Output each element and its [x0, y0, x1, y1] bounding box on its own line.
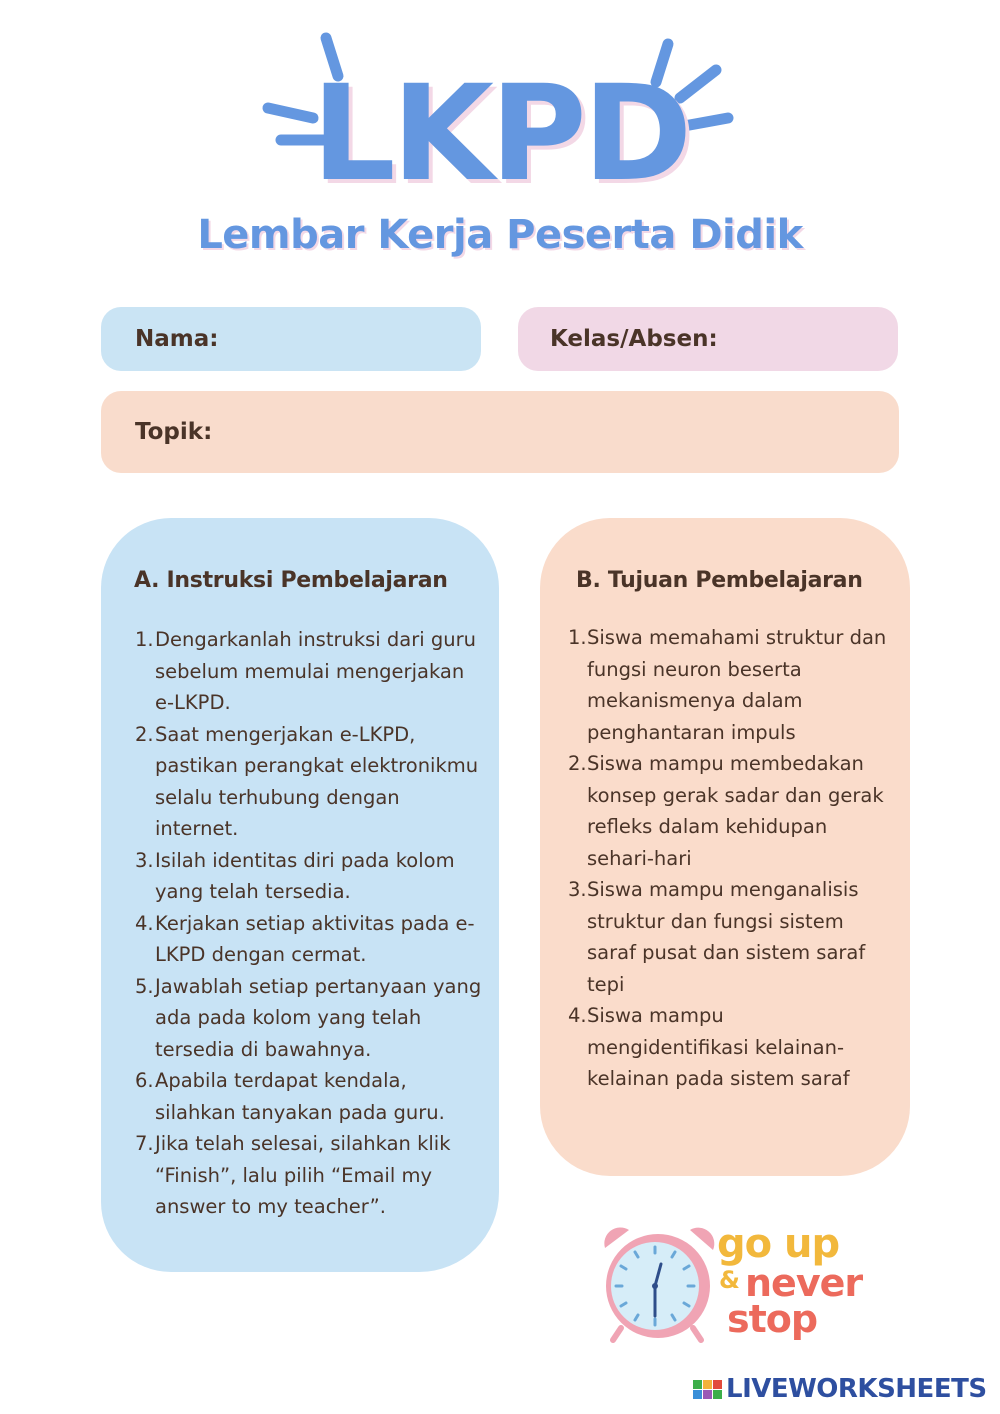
instruction-number: 7. — [135, 1132, 154, 1155]
topic-input[interactable] — [212, 391, 899, 473]
logo-ampersand: & — [719, 1266, 740, 1294]
page-subtitle: Lembar Kerja Peserta Didik — [197, 212, 803, 258]
objectives-list — [568, 622, 888, 1095]
instruction-item — [135, 908, 485, 971]
logo-go-up: go up — [717, 1221, 840, 1267]
objectives-heading: B. Tujuan Pembelajaran — [576, 568, 863, 593]
objectives-panel — [540, 518, 910, 1176]
objective-text: Siswa mampu membedakan konsep gerak sadar dan gerak refleks dalam kehidupan sehari-hari — [587, 752, 884, 870]
logo-never: never — [745, 1261, 863, 1305]
instruction-item — [135, 719, 485, 845]
instruction-text: Kerjakan setiap aktivitas pada e-LKPD dengan cermat. — [155, 911, 475, 966]
alarm-clock-icon — [595, 1220, 720, 1345]
instruction-item — [135, 845, 485, 908]
objective-text: Siswa mampu mengidentifikasi kelainan-kelainan pada sistem saraf — [587, 1004, 850, 1090]
instruction-text: Isilah identitas diri pada kolom yang telah tersedia. — [155, 848, 455, 903]
class-absen-input[interactable] — [718, 307, 898, 371]
liveworksheets-wordmark: LIVEWORKSHEETS — [726, 1374, 987, 1404]
instruction-text: Jika telah selesai, silahkan klik “Finish”, lalu pilih “Email my answer to my teacher”. — [155, 1132, 451, 1218]
instruction-item — [135, 971, 485, 1066]
instruction-number: 4. — [135, 911, 154, 935]
name-field[interactable] — [101, 307, 481, 371]
name-label: Nama: — [135, 326, 219, 352]
instruction-text: Apabila terdapat kendala, silahkan tanyakan pada guru. — [155, 1069, 445, 1124]
objective-number: 3. — [568, 878, 587, 901]
topic-label: Topik: — [135, 419, 213, 445]
instruction-number: 1. — [135, 628, 154, 651]
instructions-panel — [101, 518, 499, 1272]
topic-field[interactable] — [101, 391, 899, 473]
objective-text: Siswa memahami struktur dan fungsi neuron beserta mekanismenya dalam penghantaran impuls — [587, 626, 887, 744]
objective-item — [568, 748, 888, 874]
liveworksheets-logo-icon — [693, 1380, 722, 1399]
objective-item — [568, 622, 888, 748]
objective-number: 1. — [568, 626, 587, 649]
page-title: LKPD — [311, 57, 689, 211]
instruction-number: 2. — [135, 722, 154, 746]
instruction-number: 5. — [135, 974, 154, 998]
logo-stop: stop — [727, 1297, 818, 1341]
instruction-number: 3. — [135, 848, 154, 872]
instructions-list — [135, 624, 485, 1223]
objective-text: Siswa mampu menganalisis struktur dan fungsi sistem saraf pusat dan sistem saraf tepi — [587, 878, 866, 996]
objective-item — [568, 1000, 888, 1095]
instructions-heading: A. Instruksi Pembelajaran — [134, 568, 448, 593]
instruction-text: Saat mengerjakan e-LKPD, pastikan perangkat elektronikmu selalu terhubung dengan internet. — [155, 722, 479, 840]
instruction-item — [135, 624, 485, 719]
liveworksheets-brand[interactable] — [693, 1374, 987, 1404]
class-absen-field[interactable] — [518, 307, 898, 371]
instruction-item — [135, 1065, 485, 1128]
objective-number: 2. — [568, 752, 587, 775]
instruction-text: Jawablah setiap pertanyaan yang ada pada kolom yang telah tersedia di bawahnya. — [155, 974, 482, 1061]
instruction-item — [135, 1128, 485, 1223]
instruction-number: 6. — [135, 1069, 154, 1092]
objective-number: 4. — [568, 1004, 587, 1027]
name-input[interactable] — [218, 307, 481, 371]
objective-item — [568, 874, 888, 1000]
go-up-never-stop-logo — [595, 1220, 863, 1345]
instruction-text: Dengarkanlah instruksi dari guru sebelum memulai mengerjakan e-LKPD. — [155, 628, 476, 714]
class-absen-label: Kelas/Absen: — [550, 326, 718, 352]
